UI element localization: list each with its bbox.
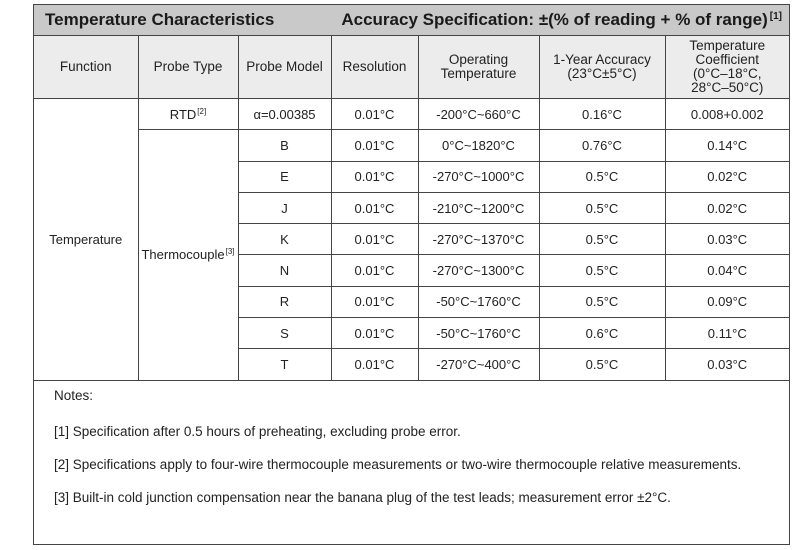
resolution-cell: 0.01°C xyxy=(331,130,418,161)
resolution-cell: 0.01°C xyxy=(331,349,418,380)
probe-type-ref: [2] xyxy=(197,106,207,116)
coefficient-cell: 0.09°C xyxy=(665,286,789,317)
header-row xyxy=(34,36,789,99)
resolution-cell: 0.01°C xyxy=(331,286,418,317)
probe-model-cell: S xyxy=(238,318,331,349)
function-cell: Temperature xyxy=(34,99,138,381)
accuracy-spec-title xyxy=(341,10,782,30)
probe-model-cell: B xyxy=(238,130,331,161)
accuracy-cell: 0.5°C xyxy=(539,349,665,380)
notes-section xyxy=(54,388,774,523)
probe-model-cell: α=0.00385 xyxy=(238,99,331,130)
table-row xyxy=(34,99,789,130)
resolution-cell: 0.01°C xyxy=(331,99,418,130)
probe-model-cell: N xyxy=(238,255,331,286)
col-header: Temperature Coefficient (0°C–18°C, 28°C–50°C) xyxy=(665,36,789,99)
resolution-cell: 0.01°C xyxy=(331,318,418,349)
coefficient-cell: 0.008+0.002 xyxy=(665,99,789,130)
resolution-cell: 0.01°C xyxy=(331,255,418,286)
spec-frame xyxy=(33,4,790,545)
coefficient-cell: 0.04°C xyxy=(665,255,789,286)
accuracy-cell: 0.6°C xyxy=(539,318,665,349)
accuracy-cell: 0.16°C xyxy=(539,99,665,130)
col-header: Operating Temperature xyxy=(418,36,539,99)
operating-cell: -50°C~1760°C xyxy=(418,286,539,317)
col-header: Resolution xyxy=(331,36,418,99)
section-title: Temperature Characteristics xyxy=(45,10,275,29)
note-item: [1] Specification after 0.5 hours of preheating, excluding probe error. xyxy=(54,424,461,439)
col-header: Probe Type xyxy=(138,36,238,99)
probe-type-thermocouple xyxy=(138,130,238,380)
probe-type-rtd xyxy=(138,99,238,130)
accuracy-cell: 0.5°C xyxy=(539,192,665,223)
operating-cell: 0°C~1820°C xyxy=(418,130,539,161)
probe-model-cell: E xyxy=(238,161,331,192)
coefficient-cell: 0.02°C xyxy=(665,161,789,192)
resolution-cell: 0.01°C xyxy=(331,161,418,192)
probe-type-label: Thermocouple xyxy=(141,247,225,263)
operating-cell: -270°C~1300°C xyxy=(418,255,539,286)
note-item: [3] Built-in cold junction compensation near the banana plug of the test leads; measurement error ±2°C. xyxy=(54,490,671,505)
spec-table xyxy=(34,36,789,381)
operating-cell: -200°C~660°C xyxy=(418,99,539,130)
resolution-cell: 0.01°C xyxy=(331,224,418,255)
resolution-cell: 0.01°C xyxy=(331,192,418,223)
operating-cell: -270°C~400°C xyxy=(418,349,539,380)
col-header: Probe Model xyxy=(238,36,331,99)
operating-cell: -50°C~1760°C xyxy=(418,318,539,349)
accuracy-cell: 0.5°C xyxy=(539,161,665,192)
coefficient-cell: 0.14°C xyxy=(665,130,789,161)
coefficient-cell: 0.02°C xyxy=(665,192,789,223)
operating-cell: -270°C~1000°C xyxy=(418,161,539,192)
accuracy-cell: 0.5°C xyxy=(539,286,665,317)
accuracy-cell: 0.5°C xyxy=(539,224,665,255)
probe-model-cell: R xyxy=(238,286,331,317)
operating-cell: -210°C~1200°C xyxy=(418,192,539,223)
probe-model-cell: K xyxy=(238,224,331,255)
accuracy-cell: 0.5°C xyxy=(539,255,665,286)
probe-type-ref: [3] xyxy=(225,247,235,257)
coefficient-cell: 0.03°C xyxy=(665,349,789,380)
note-item: [2] Specifications apply to four-wire thermocouple measurements or two-wire thermocouple relative measurements. xyxy=(54,457,742,472)
title-bar xyxy=(34,5,789,36)
operating-cell: -270°C~1370°C xyxy=(418,224,539,255)
notes-heading: Notes: xyxy=(54,388,94,403)
col-header: 1-Year Accuracy (23°C±5°C) xyxy=(539,36,665,99)
col-header: Function xyxy=(34,36,138,99)
coefficient-cell: 0.03°C xyxy=(665,224,789,255)
coefficient-cell: 0.11°C xyxy=(665,318,789,349)
accuracy-spec-text: Accuracy Specification: ±(% of reading + % of range) xyxy=(341,10,768,29)
table-row xyxy=(34,130,789,161)
probe-model-cell: J xyxy=(238,192,331,223)
accuracy-cell: 0.76°C xyxy=(539,130,665,161)
probe-type-label: RTD xyxy=(169,106,197,122)
probe-model-cell: T xyxy=(238,349,331,380)
accuracy-spec-ref: [1] xyxy=(769,11,782,22)
